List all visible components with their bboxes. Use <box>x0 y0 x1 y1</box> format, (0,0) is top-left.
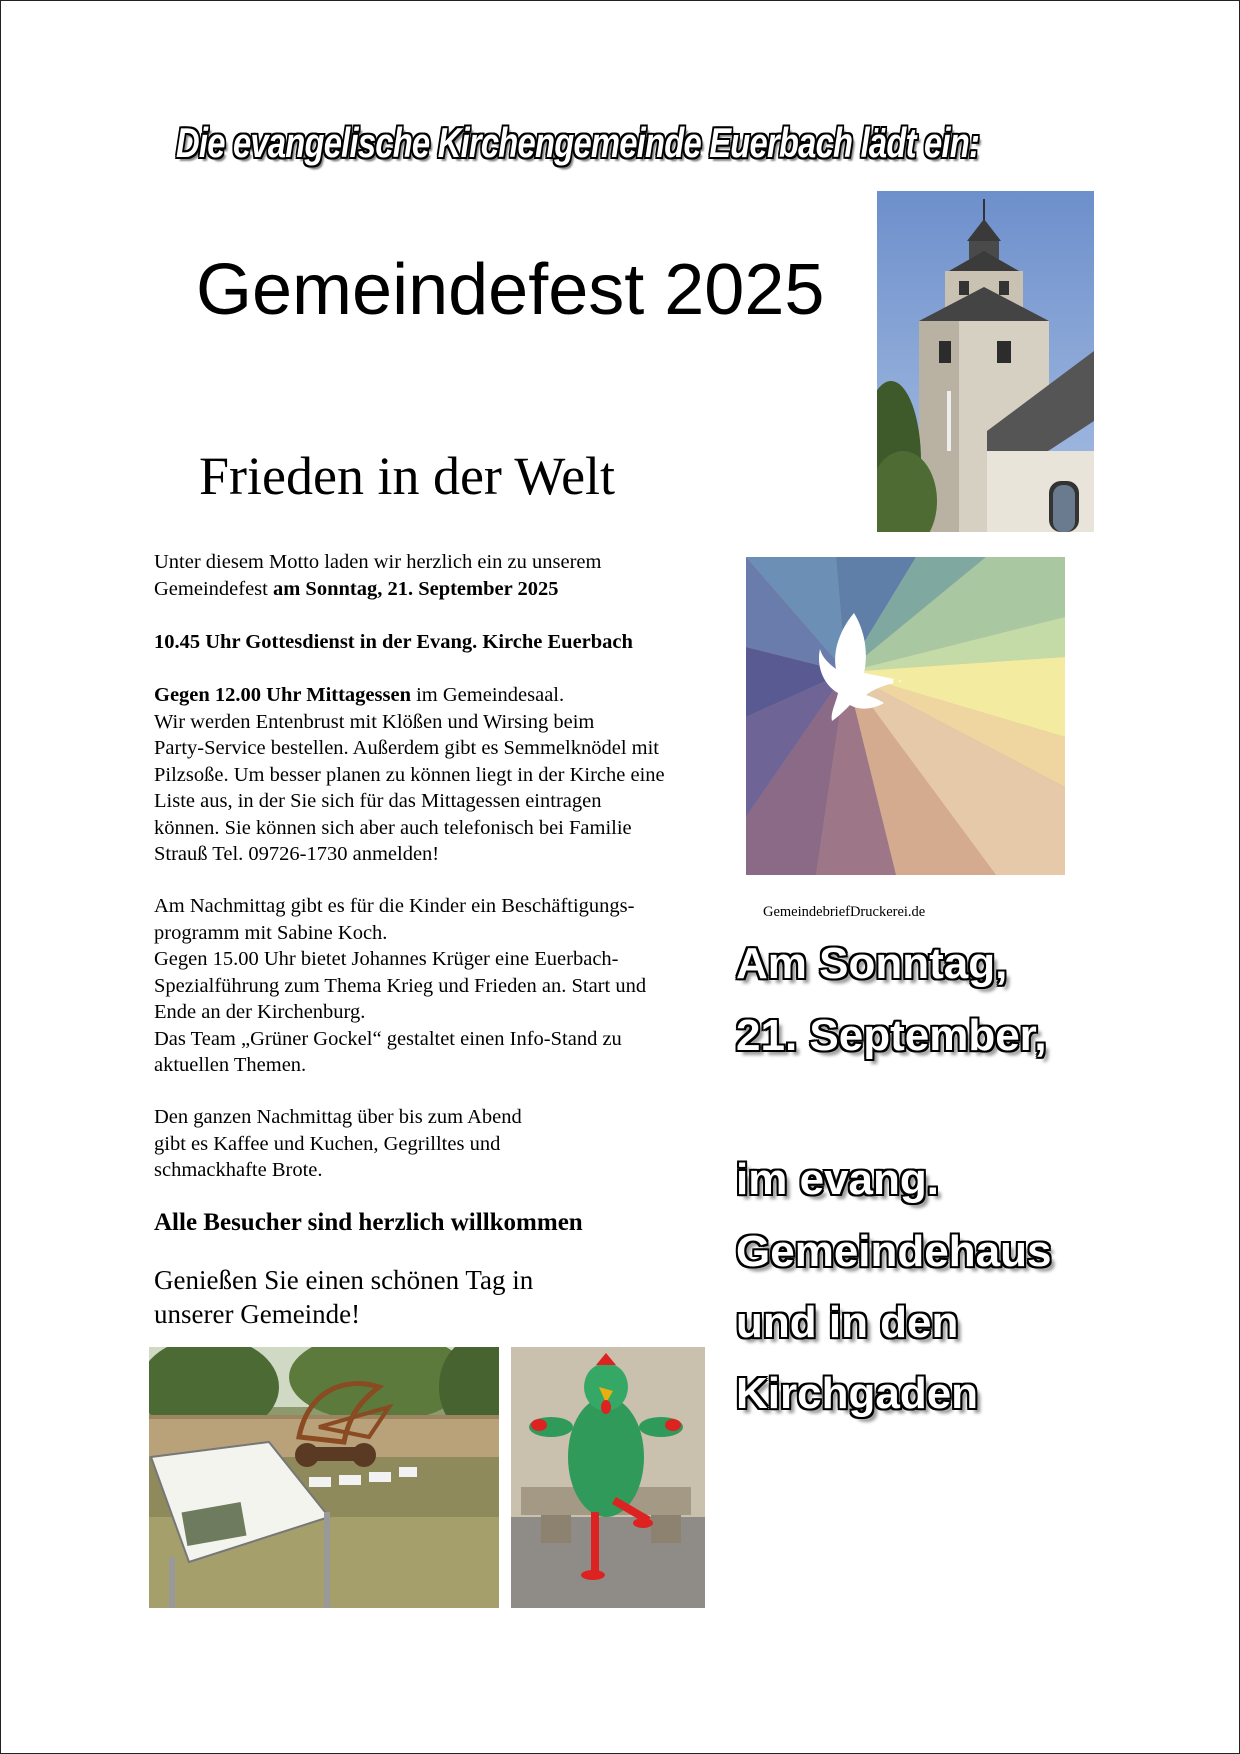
afternoon-line: aktuellen Themen. <box>154 1054 307 1076</box>
lunch-time: Gegen 12.00 Uhr Mittagessen <box>154 684 411 706</box>
lunch-paragraph <box>154 682 734 868</box>
closing-line: unserer Gemeinde! <box>154 1299 361 1329</box>
lunch-location: im Gemeindesaal. <box>410 684 565 706</box>
afternoon-paragraph <box>154 893 734 1079</box>
intro-line: Unter diesem Motto laden wir herzlich ein zu unserem <box>154 551 602 573</box>
lunch-line: Strauß Tel. 09726-1730 anmelden! <box>154 843 440 865</box>
evening-line: gibt es Kaffee und Kuchen, Gegrilltes und <box>154 1132 501 1155</box>
closing-wish <box>154 1263 624 1331</box>
intro-text: Gemeindefest <box>154 577 273 600</box>
sidebar-place-line: Kirchgaden <box>736 1369 979 1418</box>
image-credit: GemeindebriefDruckerei.de <box>763 904 926 920</box>
lunch-line: Wir werden Entenbrust mit Klößen und Wirsing beim <box>154 710 595 733</box>
lunch-heading <box>154 682 734 709</box>
intro-line <box>154 576 734 603</box>
service-info: 10.45 Uhr Gottesdienst in der Evang. Kirche Euerbach <box>154 631 633 653</box>
afternoon-line: programm mit Sabine Koch. <box>154 921 388 944</box>
afternoon-line: Am Nachmittag gibt es für die Kinder ein Beschäftigungs- <box>154 895 635 917</box>
closing-line: Genießen Sie einen schönen Tag in <box>154 1265 534 1295</box>
peace-sculpture-photo <box>149 1347 499 1608</box>
sidebar-place-line: und in den <box>736 1298 959 1347</box>
lunch-line: Pilzsoße. Um besser planen zu können liegt in der Kirche eine <box>154 763 665 786</box>
afternoon-line: Das Team „Grüner Gockel“ gestaltet einen Info-Stand zu <box>154 1027 622 1050</box>
lunch-line: Party-Service bestellen. Außerdem gibt es Semmelknödel mit <box>154 737 659 759</box>
sidebar-date-line: 21. September, <box>736 1011 1047 1060</box>
event-motto: Frieden in der Welt <box>199 446 616 506</box>
welcome-line: Alle Besucher sind herzlich willkommen <box>154 1209 583 1236</box>
evening-line: schmackhafte Brote. <box>154 1159 323 1181</box>
invitation-heading: Die evangelische Kirchengemeinde Euerbach lädt ein: <box>176 119 980 166</box>
intro-paragraph <box>154 549 734 602</box>
sidebar-date-line: Am Sonntag, <box>736 939 1008 988</box>
evening-line: Den ganzen Nachmittag über bis zum Abend <box>154 1106 522 1128</box>
peace-dove-graphic <box>746 557 1065 875</box>
afternoon-line: Spezialführung zum Thema Krieg und Frieden an. Start und <box>154 974 647 997</box>
sidebar-place-line: im evang. <box>736 1155 939 1204</box>
afternoon-line: Ende an der Kirchenburg. <box>154 1001 366 1023</box>
evening-paragraph <box>154 1104 734 1184</box>
lunch-line: Liste aus, in der Sie sich für das Mittagessen eintragen <box>154 790 602 812</box>
sidebar-place-line: Gemeindehaus <box>736 1227 1052 1276</box>
lunch-line: können. Sie können sich aber auch telefonisch bei Familie <box>154 816 632 839</box>
church-tower-photo <box>877 191 1094 532</box>
event-title: Gemeindefest 2025 <box>196 250 825 330</box>
event-date: am Sonntag, 21. September 2025 <box>272 577 559 600</box>
gruener-gockel-photo <box>511 1347 705 1608</box>
afternoon-line: Gegen 15.00 Uhr bietet Johannes Krüger eine Euerbach- <box>154 948 619 970</box>
